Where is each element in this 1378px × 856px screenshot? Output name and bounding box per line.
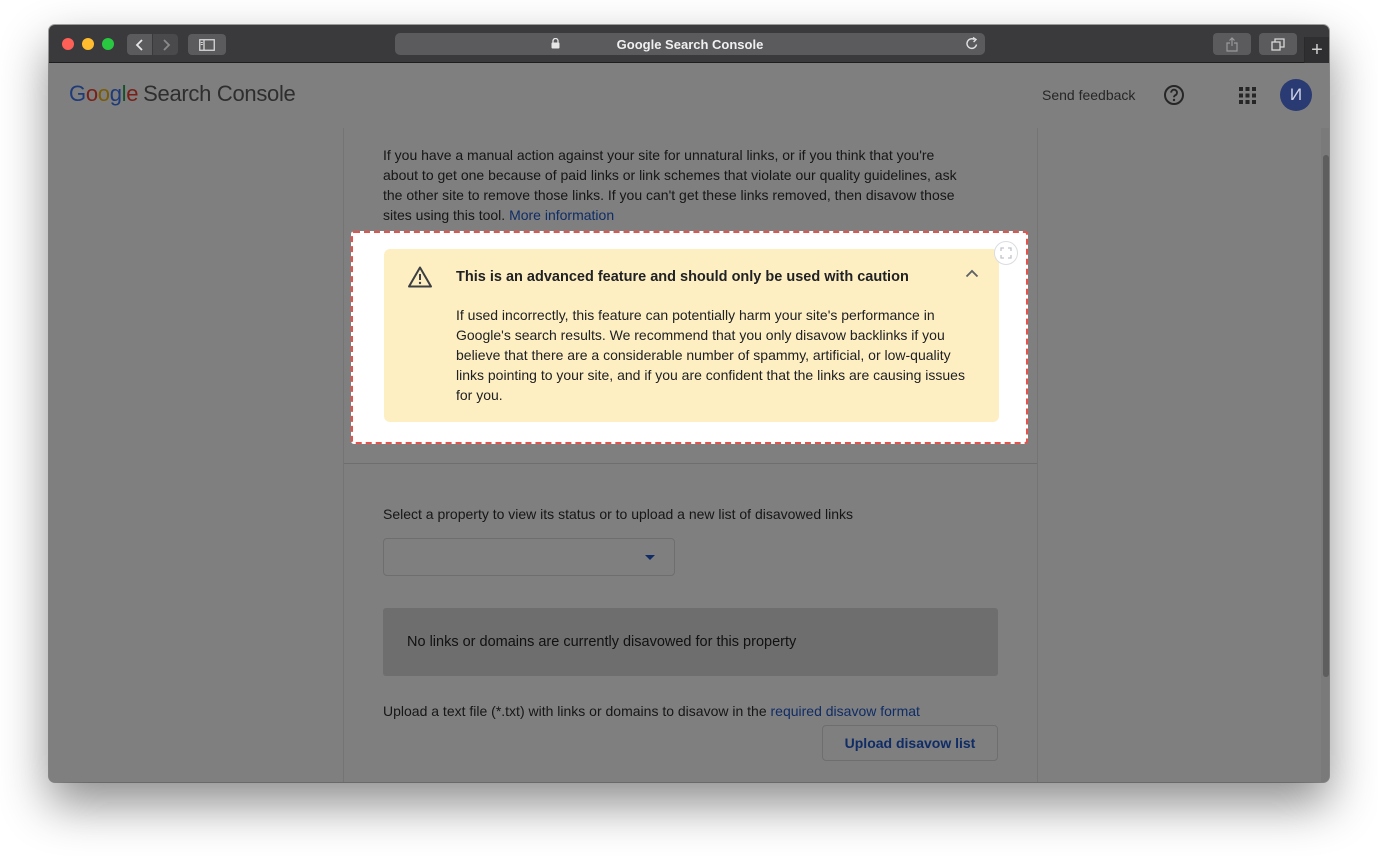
upload-disavow-list-button[interactable]: Upload disavow list: [822, 725, 998, 761]
reload-icon[interactable]: [965, 36, 979, 51]
sidebar-icon: [199, 39, 215, 51]
new-tab-button[interactable]: [1304, 37, 1329, 63]
warning-triangle-icon: [407, 265, 433, 289]
scrollbar-thumb[interactable]: [1323, 155, 1329, 677]
disavow-status-message: [383, 608, 998, 676]
address-bar[interactable]: [395, 33, 985, 55]
lock-icon: [551, 38, 560, 49]
help-button[interactable]: [1163, 84, 1185, 111]
search-console-logo[interactable]: Google Search Console: [69, 81, 296, 106]
share-button[interactable]: [1213, 33, 1251, 55]
upload-instructions-text: Upload a text file (*.txt) with links or domains to disavow in the: [383, 703, 771, 719]
sidebar-toggle-button[interactable]: [188, 34, 226, 55]
show-tabs-button[interactable]: [1259, 33, 1297, 55]
close-window-button[interactable]: [62, 38, 74, 50]
drag-handle-icon: [1000, 247, 1012, 259]
account-avatar[interactable]: И: [1280, 79, 1312, 111]
back-button[interactable]: [127, 34, 152, 55]
maximize-window-button[interactable]: [102, 38, 114, 50]
intro-paragraph: [383, 145, 973, 225]
google-apps-button[interactable]: [1239, 87, 1256, 109]
property-select-label: Select a property to view its status or to upload a new list of disavowed links: [383, 506, 854, 522]
chevron-left-icon: [135, 39, 145, 51]
property-dropdown[interactable]: [383, 538, 675, 576]
chevron-up-icon[interactable]: [965, 269, 979, 278]
highlighted-warning-region: [351, 231, 1028, 444]
disavow-content: [343, 128, 1038, 782]
apps-grid-icon: [1239, 87, 1256, 104]
status-text: No links or domains are currently disavowed for this property: [407, 634, 797, 650]
section-divider: [344, 463, 1037, 464]
drag-handle[interactable]: [994, 241, 1018, 265]
address-bar-title: Google Search Console: [616, 36, 764, 52]
more-information-link[interactable]: More information: [509, 207, 615, 223]
warning-body: If used incorrectly, this feature can potentially harm your site's performance in Google's search results. We recommend that you only disavow backlinks if you believe that there are a considerable number of spammy, artificial, or low-quality links pointing to your site, and if you are confident that the links are causing issues for you.: [456, 307, 965, 403]
upload-instructions: [383, 703, 920, 719]
warning-title: This is an advanced feature and should only be used with caution: [456, 269, 909, 285]
caret-down-icon: [645, 555, 655, 560]
send-feedback-link[interactable]: Send feedback: [1042, 87, 1136, 103]
plus-icon: +: [1311, 38, 1323, 61]
browser-window: [49, 25, 1329, 782]
product-name: Search Console: [143, 81, 296, 106]
minimize-window-button[interactable]: [82, 38, 94, 50]
app-header: [49, 63, 1329, 128]
tabs-overview-icon: [1271, 38, 1285, 51]
browser-titlebar: [49, 25, 1329, 63]
caution-warning-card: [384, 249, 999, 422]
chevron-right-icon: [161, 39, 171, 51]
forward-button[interactable]: [153, 34, 178, 55]
help-circle-icon: [1163, 84, 1185, 106]
intro-text: If you have a manual action against your site for unnatural links, or if you think that you're about to get one because of paid links or link schemes that violate our quality guidelines, ask the other site to remove those links. If you can't get these links removed, then disavow those sites using this tool.: [383, 147, 957, 223]
share-icon: [1226, 37, 1238, 52]
disavow-format-link[interactable]: required disavow format: [770, 703, 920, 719]
